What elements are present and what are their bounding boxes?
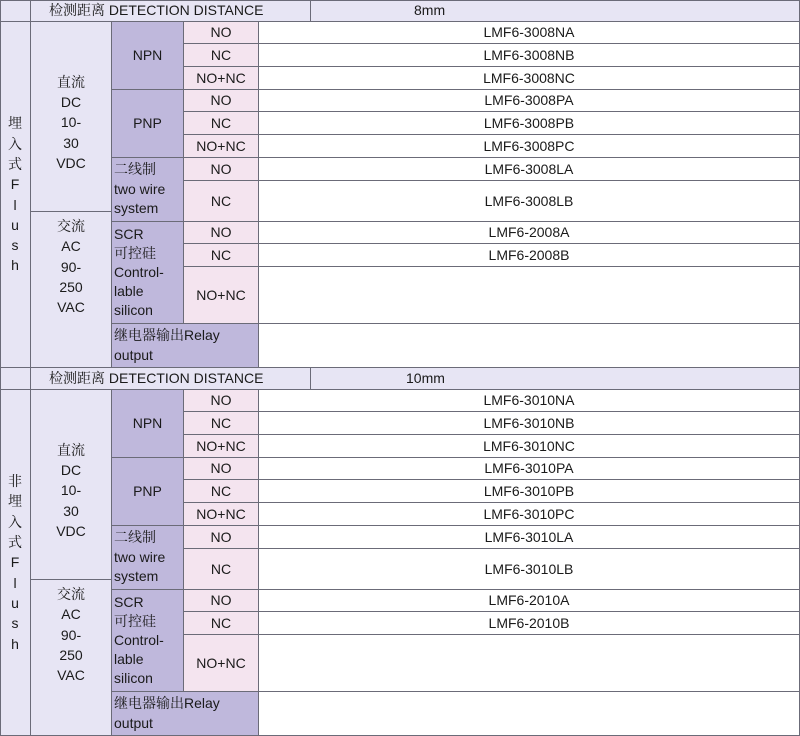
model-number — [259, 635, 800, 692]
relay-label: 继电器输出Relay output — [112, 324, 259, 368]
scr-label: SCR 可控硅 Control- lable silicon — [112, 590, 184, 692]
model-number: LMF6-3010PB — [259, 480, 800, 503]
contact-type: NO — [184, 90, 259, 112]
mount-type-label: 埋 入 式 F l u s h — [0, 22, 31, 368]
mount-type-label: 非 埋 入 式 F l u s h — [0, 390, 31, 736]
detection-distance-value: 8mm — [311, 0, 800, 22]
header-spacer — [0, 0, 31, 22]
scr-label: SCR 可控硅 Control- lable silicon — [112, 222, 184, 324]
model-number: LMF6-3010LA — [259, 526, 800, 549]
contact-type: NO+NC — [184, 67, 259, 90]
model-number: LMF6-2010B — [259, 612, 800, 635]
contact-type: NC — [184, 244, 259, 267]
two-wire-label: 二线制 two wire system — [112, 158, 184, 222]
relay-label: 继电器输出Relay output — [112, 692, 259, 736]
contact-type: NC — [184, 480, 259, 503]
model-number: LMF6-3010PA — [259, 458, 800, 480]
dc-supply-label: 直流 DC 10- 30 VDC — [31, 390, 112, 580]
pnp-label: PNP — [112, 458, 184, 526]
contact-type: NO — [184, 590, 259, 612]
model-number: LMF6-3010PC — [259, 503, 800, 526]
model-number: LMF6-3010NB — [259, 412, 800, 435]
model-number: LMF6-3010NC — [259, 435, 800, 458]
pnp-label: PNP — [112, 90, 184, 158]
detection-distance-label: 检测距离 DETECTION DISTANCE — [31, 0, 311, 22]
npn-label: NPN — [112, 22, 184, 90]
contact-type: NO — [184, 222, 259, 244]
contact-type: NO+NC — [184, 635, 259, 692]
model-number: LMF6-2008B — [259, 244, 800, 267]
contact-type: NC — [184, 549, 259, 590]
model-number: LMF6-3008PC — [259, 135, 800, 158]
model-number: LMF6-3008PA — [259, 90, 800, 112]
contact-type: NO — [184, 390, 259, 412]
contact-type: NC — [184, 181, 259, 222]
two-wire-label: 二线制 two wire system — [112, 526, 184, 590]
model-number: LMF6-3008LA — [259, 158, 800, 181]
model-number — [259, 267, 800, 324]
contact-type: NC — [184, 412, 259, 435]
model-number — [259, 324, 800, 368]
model-number: LMF6-3008LB — [259, 181, 800, 222]
detection-distance-label: 检测距离 DETECTION DISTANCE — [31, 368, 311, 390]
model-number: LMF6-2010A — [259, 590, 800, 612]
contact-type: NO+NC — [184, 135, 259, 158]
detection-distance-value: 10mm — [311, 368, 800, 390]
model-number: LMF6-3010LB — [259, 549, 800, 590]
contact-type: NC — [184, 612, 259, 635]
contact-type: NC — [184, 44, 259, 67]
contact-type: NO — [184, 458, 259, 480]
model-number: LMF6-3008NA — [259, 22, 800, 44]
model-number — [259, 692, 800, 736]
contact-type: NO+NC — [184, 503, 259, 526]
contact-type: NO — [184, 158, 259, 181]
model-number: LMF6-3008NB — [259, 44, 800, 67]
model-number: LMF6-3008NC — [259, 67, 800, 90]
model-number: LMF6-3010NA — [259, 390, 800, 412]
ac-supply-label: 交流 AC 90- 250 VAC — [31, 580, 112, 736]
model-number: LMF6-2008A — [259, 222, 800, 244]
contact-type: NO — [184, 526, 259, 549]
contact-type: NC — [184, 112, 259, 135]
dc-supply-label: 直流 DC 10- 30 VDC — [31, 22, 112, 212]
model-number: LMF6-3008PB — [259, 112, 800, 135]
npn-label: NPN — [112, 390, 184, 458]
contact-type: NO+NC — [184, 267, 259, 324]
contact-type: NO+NC — [184, 435, 259, 458]
ac-supply-label: 交流 AC 90- 250 VAC — [31, 212, 112, 368]
header-spacer — [0, 368, 31, 390]
contact-type: NO — [184, 22, 259, 44]
